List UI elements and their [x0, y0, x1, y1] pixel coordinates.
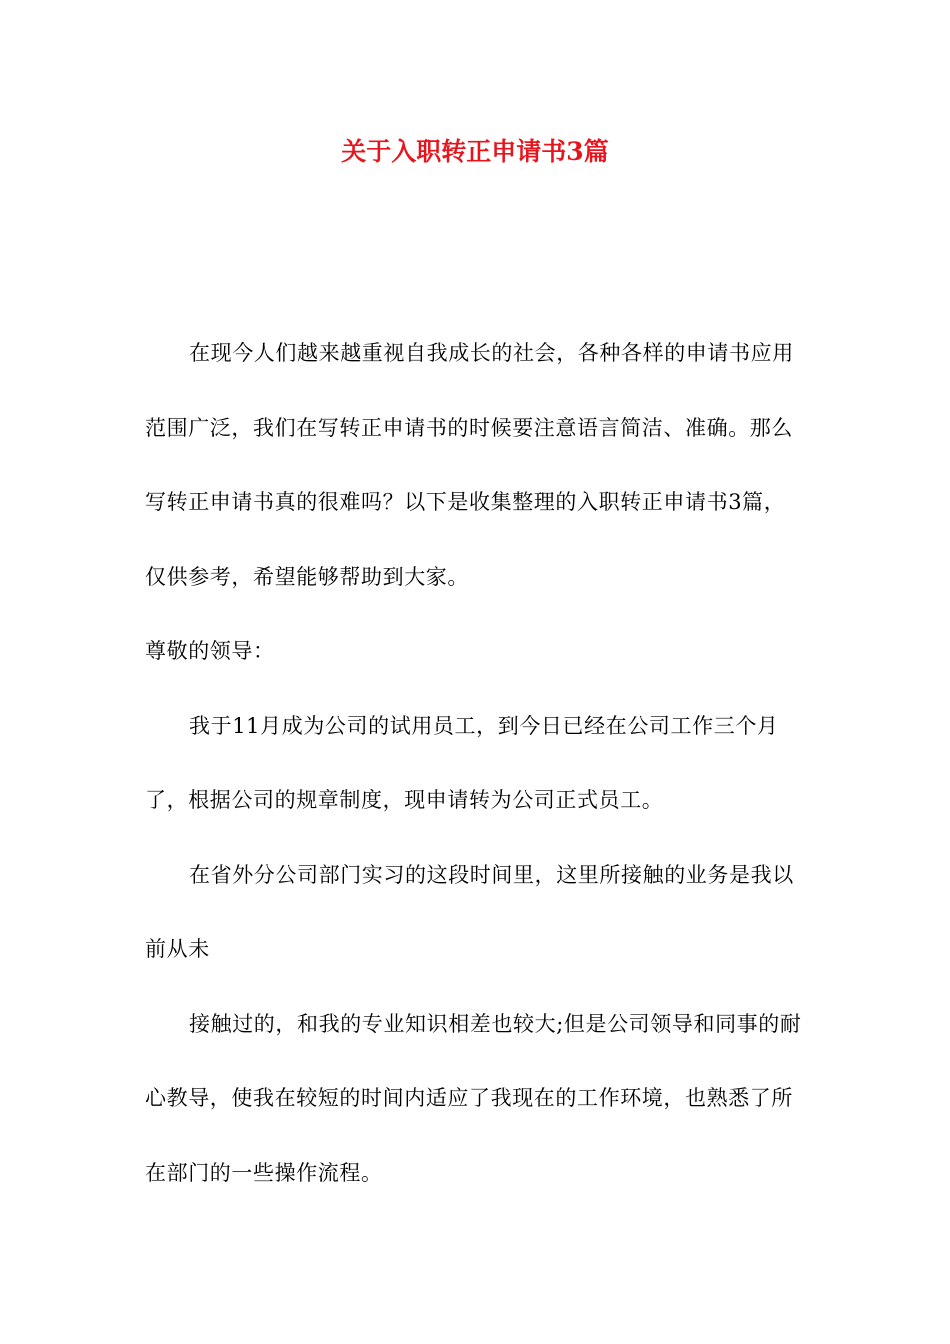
paragraph-internship: 在省外分公司部门实习的这段时间里，这里所接触的业务是我以前从未: [145, 862, 794, 961]
paragraph-application: 我于11月成为公司的试用员工，到今日已经在公司工作三个月了，根据公司的规章制度，现申请转为公司正式员工。: [145, 713, 779, 812]
paragraph-salutation: 尊敬的领导：: [145, 639, 275, 663]
document-title: 关于入职转正申请书3篇: [341, 137, 609, 166]
document-body: [145, 316, 805, 1210]
paragraph-adaptation: 接触过的，和我的专业知识相差也较大;但是公司领导和同事的耐心教导，使我在较短的时间内适应了我现在的工作环境，也熟悉了所在部门的一些操作流程。: [145, 1011, 802, 1185]
paragraph-intro: 在现今人们越来越重视自我成长的社会，各种各样的申请书应用范围广泛，我们在写转正申请书的时候要注意语言简洁、准确。那么写转正申请书真的很难吗？以下是收集整理的入职转正申请书3篇，仅供参考，希望能够帮助到大家。: [145, 341, 794, 589]
